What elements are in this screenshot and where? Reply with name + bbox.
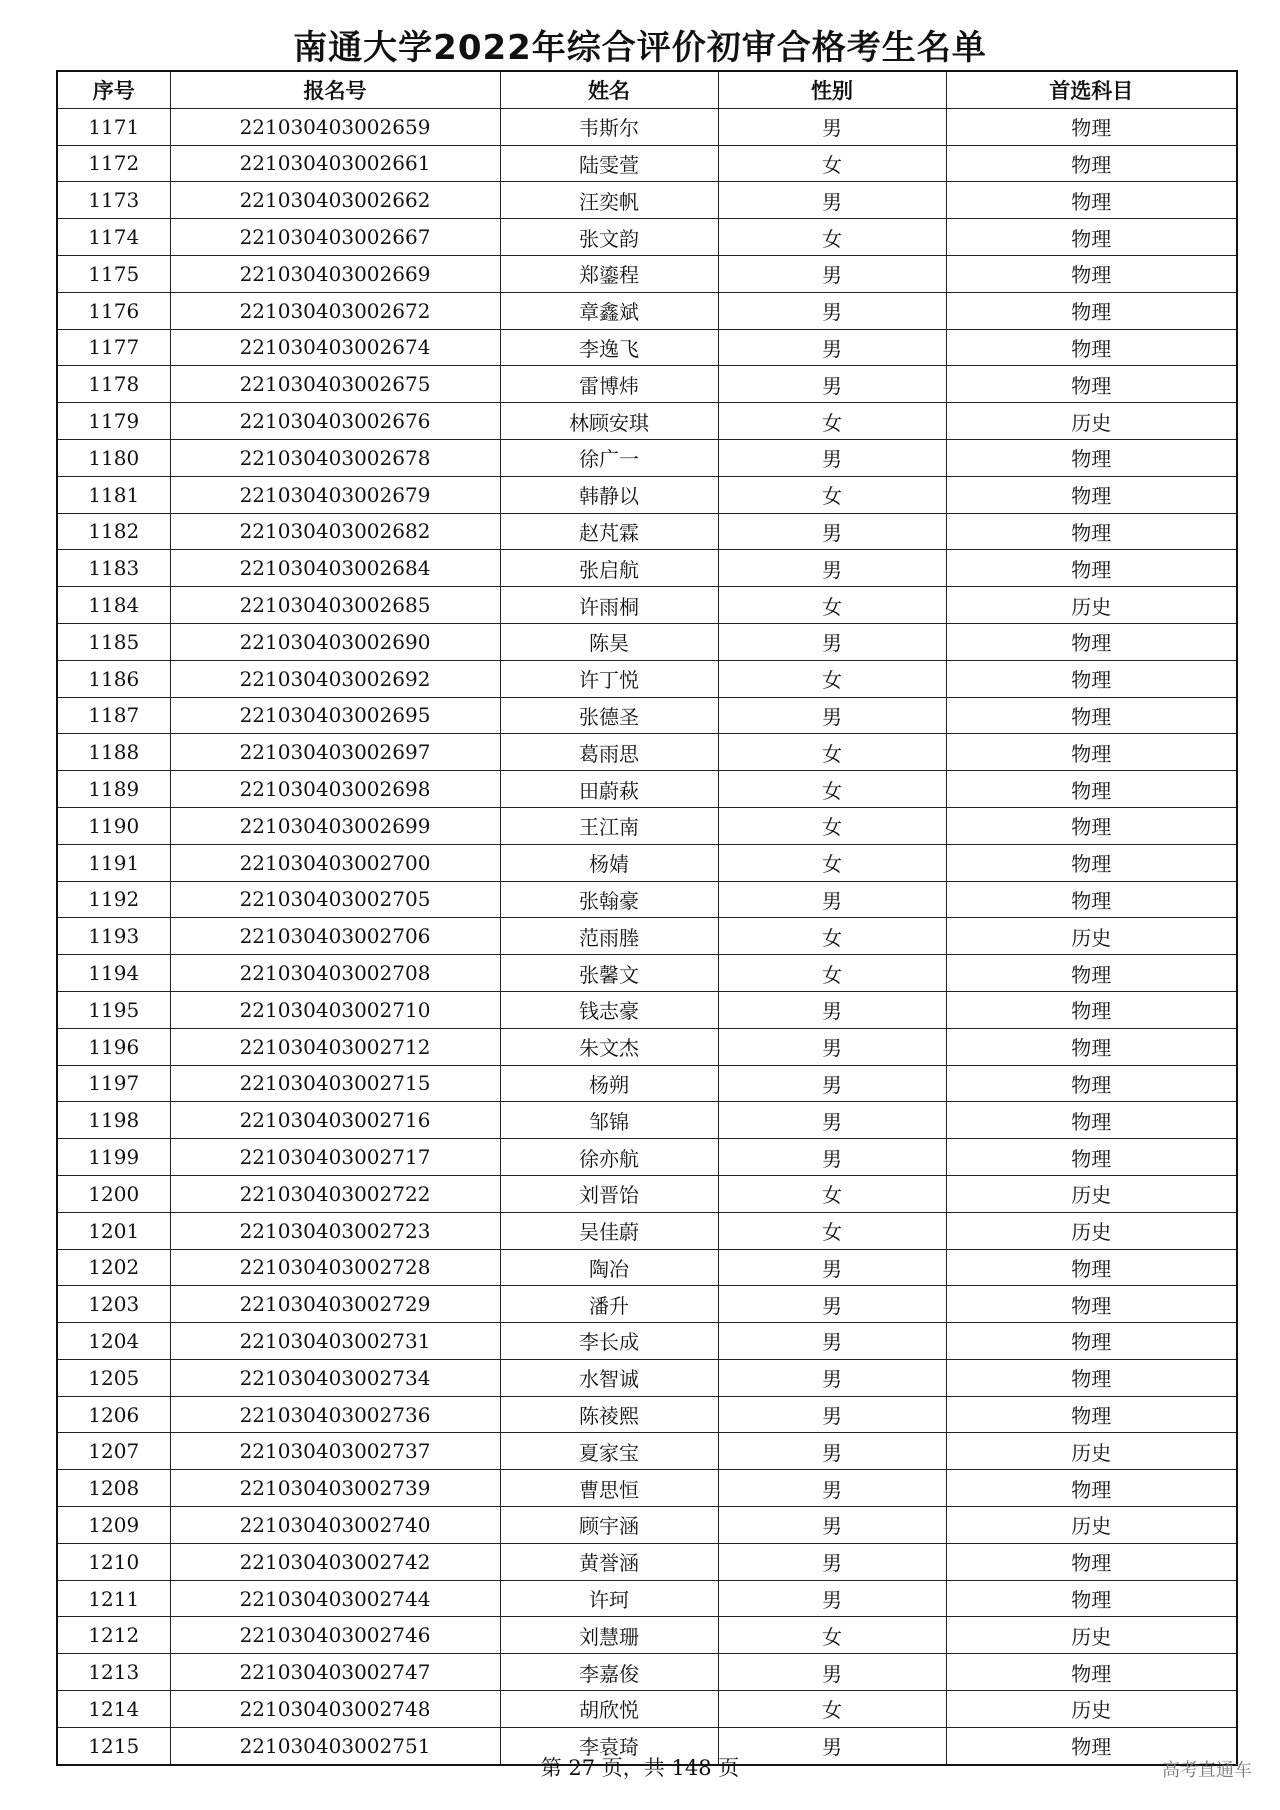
- cell-name: 张启航: [500, 550, 718, 587]
- cell-gender: 男: [718, 991, 946, 1028]
- table-row: [57, 476, 1237, 513]
- table-body: [57, 108, 1237, 1764]
- header-reg-id: 报名号: [170, 71, 500, 108]
- table-row: [57, 219, 1237, 256]
- cell-gender: 女: [718, 844, 946, 881]
- cell-reg-id: 221030403002669: [170, 255, 500, 292]
- cell-name: 葛雨思: [500, 734, 718, 771]
- cell-subject: 物理: [946, 1359, 1237, 1396]
- cell-seq: 1176: [57, 292, 170, 329]
- table-row: [57, 1175, 1237, 1212]
- cell-reg-id: 221030403002710: [170, 991, 500, 1028]
- cell-reg-id: 221030403002715: [170, 1065, 500, 1102]
- cell-subject: 物理: [946, 955, 1237, 992]
- cell-gender: 女: [718, 918, 946, 955]
- cell-reg-id: 221030403002747: [170, 1654, 500, 1691]
- cell-reg-id: 221030403002675: [170, 366, 500, 403]
- cell-subject: 历史: [946, 587, 1237, 624]
- cell-gender: 女: [718, 807, 946, 844]
- table-row: [57, 1654, 1237, 1691]
- cell-subject: 历史: [946, 1507, 1237, 1544]
- cell-subject: 物理: [946, 255, 1237, 292]
- cell-gender: 男: [718, 881, 946, 918]
- cell-seq: 1210: [57, 1543, 170, 1580]
- table-row: [57, 807, 1237, 844]
- cell-reg-id: 221030403002682: [170, 513, 500, 550]
- watermark: 高考直通车: [1162, 1760, 1252, 1781]
- cell-subject: 物理: [946, 1286, 1237, 1323]
- cell-reg-id: 221030403002692: [170, 660, 500, 697]
- cell-reg-id: 221030403002723: [170, 1212, 500, 1249]
- cell-gender: 女: [718, 587, 946, 624]
- cell-reg-id: 221030403002672: [170, 292, 500, 329]
- cell-name: 张文韵: [500, 219, 718, 256]
- cell-subject: 物理: [946, 807, 1237, 844]
- cell-reg-id: 221030403002740: [170, 1507, 500, 1544]
- cell-subject: 物理: [946, 1249, 1237, 1286]
- cell-gender: 女: [718, 145, 946, 182]
- table-row: [57, 881, 1237, 918]
- cell-subject: 物理: [946, 771, 1237, 808]
- cell-name: 李逸飞: [500, 329, 718, 366]
- cell-reg-id: 221030403002700: [170, 844, 500, 881]
- table-row: [57, 1396, 1237, 1433]
- cell-name: 陶冶: [500, 1249, 718, 1286]
- cell-subject: 物理: [946, 1396, 1237, 1433]
- cell-reg-id: 221030403002737: [170, 1433, 500, 1470]
- cell-gender: 男: [718, 1543, 946, 1580]
- cell-reg-id: 221030403002685: [170, 587, 500, 624]
- table-row: [57, 403, 1237, 440]
- cell-seq: 1181: [57, 476, 170, 513]
- cell-reg-id: 221030403002716: [170, 1102, 500, 1139]
- table-row: [57, 623, 1237, 660]
- cell-gender: 男: [718, 623, 946, 660]
- header-name: 姓名: [500, 71, 718, 108]
- cell-seq: 1193: [57, 918, 170, 955]
- cell-subject: 物理: [946, 219, 1237, 256]
- cell-name: 韩静以: [500, 476, 718, 513]
- cell-name: 郑鎏程: [500, 255, 718, 292]
- table-row: [57, 550, 1237, 587]
- cell-seq: 1186: [57, 660, 170, 697]
- cell-gender: 男: [718, 1102, 946, 1139]
- cell-name: 陆雯萱: [500, 145, 718, 182]
- cell-gender: 男: [718, 1359, 946, 1396]
- cell-name: 胡欣悦: [500, 1691, 718, 1728]
- cell-gender: 男: [718, 108, 946, 145]
- cell-name: 李袁琦: [500, 1727, 718, 1764]
- cell-seq: 1172: [57, 145, 170, 182]
- cell-gender: 男: [718, 292, 946, 329]
- cell-name: 田蔚萩: [500, 771, 718, 808]
- table-row: [57, 329, 1237, 366]
- cell-gender: 男: [718, 513, 946, 550]
- cell-name: 杨婧: [500, 844, 718, 881]
- table-row: [57, 1249, 1237, 1286]
- cell-gender: 女: [718, 955, 946, 992]
- cell-reg-id: 221030403002705: [170, 881, 500, 918]
- table-row: [57, 1323, 1237, 1360]
- cell-seq: 1195: [57, 991, 170, 1028]
- table-row: [57, 1691, 1237, 1728]
- header-gender: 性别: [718, 71, 946, 108]
- cell-gender: 男: [718, 1580, 946, 1617]
- cell-gender: 女: [718, 476, 946, 513]
- cell-seq: 1211: [57, 1580, 170, 1617]
- cell-seq: 1177: [57, 329, 170, 366]
- cell-gender: 男: [718, 439, 946, 476]
- cell-subject: 物理: [946, 1323, 1237, 1360]
- table-row: [57, 182, 1237, 219]
- cell-subject: 物理: [946, 1028, 1237, 1065]
- table-row: [57, 1102, 1237, 1139]
- cell-seq: 1184: [57, 587, 170, 624]
- cell-subject: 物理: [946, 1580, 1237, 1617]
- cell-subject: 物理: [946, 513, 1237, 550]
- cell-seq: 1197: [57, 1065, 170, 1102]
- table-row: [57, 1470, 1237, 1507]
- cell-subject: 物理: [946, 1102, 1237, 1139]
- table-row: [57, 513, 1237, 550]
- cell-name: 刘晋饴: [500, 1175, 718, 1212]
- cell-reg-id: 221030403002712: [170, 1028, 500, 1065]
- cell-reg-id: 221030403002706: [170, 918, 500, 955]
- cell-name: 李长成: [500, 1323, 718, 1360]
- cell-subject: 物理: [946, 292, 1237, 329]
- cell-seq: 1212: [57, 1617, 170, 1654]
- cell-name: 王江南: [500, 807, 718, 844]
- cell-seq: 1174: [57, 219, 170, 256]
- table-row: [57, 1580, 1237, 1617]
- table-row: [57, 366, 1237, 403]
- cell-seq: 1190: [57, 807, 170, 844]
- cell-gender: 女: [718, 660, 946, 697]
- cell-subject: 物理: [946, 1065, 1237, 1102]
- table-row: [57, 1065, 1237, 1102]
- cell-name: 夏家宝: [500, 1433, 718, 1470]
- cell-subject: 历史: [946, 1175, 1237, 1212]
- cell-name: 张翰豪: [500, 881, 718, 918]
- table-row: [57, 1543, 1237, 1580]
- cell-reg-id: 221030403002679: [170, 476, 500, 513]
- cell-seq: 1206: [57, 1396, 170, 1433]
- cell-reg-id: 221030403002678: [170, 439, 500, 476]
- cell-gender: 女: [718, 219, 946, 256]
- cell-name: 张馨文: [500, 955, 718, 992]
- cell-reg-id: 221030403002731: [170, 1323, 500, 1360]
- cell-gender: 男: [718, 1654, 946, 1691]
- cell-seq: 1187: [57, 697, 170, 734]
- cell-seq: 1200: [57, 1175, 170, 1212]
- cell-subject: 物理: [946, 1139, 1237, 1176]
- cell-subject: 历史: [946, 1212, 1237, 1249]
- cell-reg-id: 221030403002722: [170, 1175, 500, 1212]
- cell-subject: 物理: [946, 439, 1237, 476]
- cell-name: 曹思恒: [500, 1470, 718, 1507]
- cell-name: 吴佳蔚: [500, 1212, 718, 1249]
- table-row: [57, 255, 1237, 292]
- cell-gender: 男: [718, 1139, 946, 1176]
- cell-reg-id: 221030403002748: [170, 1691, 500, 1728]
- cell-seq: 1178: [57, 366, 170, 403]
- table-row: [57, 844, 1237, 881]
- cell-name: 范雨塍: [500, 918, 718, 955]
- cell-reg-id: 221030403002661: [170, 145, 500, 182]
- table-row: [57, 292, 1237, 329]
- cell-name: 许雨桐: [500, 587, 718, 624]
- cell-name: 韦斯尔: [500, 108, 718, 145]
- table-row: [57, 587, 1237, 624]
- cell-name: 顾宇涵: [500, 1507, 718, 1544]
- cell-subject: 历史: [946, 1617, 1237, 1654]
- cell-reg-id: 221030403002659: [170, 108, 500, 145]
- cell-reg-id: 221030403002698: [170, 771, 500, 808]
- cell-name: 水智诚: [500, 1359, 718, 1396]
- table-row: [57, 439, 1237, 476]
- table-row: [57, 1212, 1237, 1249]
- cell-gender: 女: [718, 1617, 946, 1654]
- cell-reg-id: 221030403002695: [170, 697, 500, 734]
- cell-reg-id: 221030403002684: [170, 550, 500, 587]
- cell-name: 雷博炜: [500, 366, 718, 403]
- cell-seq: 1204: [57, 1323, 170, 1360]
- cell-gender: 男: [718, 1249, 946, 1286]
- cell-name: 刘慧珊: [500, 1617, 718, 1654]
- table-row: [57, 1433, 1237, 1470]
- cell-gender: 女: [718, 1212, 946, 1249]
- cell-seq: 1194: [57, 955, 170, 992]
- table-row: [57, 697, 1237, 734]
- cell-reg-id: 221030403002734: [170, 1359, 500, 1396]
- cell-subject: 历史: [946, 403, 1237, 440]
- cell-reg-id: 221030403002674: [170, 329, 500, 366]
- cell-gender: 男: [718, 1396, 946, 1433]
- table-row: [57, 145, 1237, 182]
- cell-subject: 物理: [946, 550, 1237, 587]
- cell-name: 许丁悦: [500, 660, 718, 697]
- cell-gender: 男: [718, 1065, 946, 1102]
- cell-seq: 1214: [57, 1691, 170, 1728]
- cell-gender: 女: [718, 771, 946, 808]
- cell-seq: 1207: [57, 1433, 170, 1470]
- cell-gender: 男: [718, 1470, 946, 1507]
- cell-subject: 物理: [946, 1470, 1237, 1507]
- cell-seq: 1171: [57, 108, 170, 145]
- cell-reg-id: 221030403002742: [170, 1543, 500, 1580]
- cell-gender: 女: [718, 734, 946, 771]
- table-row: [57, 1139, 1237, 1176]
- cell-reg-id: 221030403002746: [170, 1617, 500, 1654]
- header-subject: 首选科目: [946, 71, 1237, 108]
- cell-seq: 1198: [57, 1102, 170, 1139]
- cell-name: 陈昊: [500, 623, 718, 660]
- cell-seq: 1182: [57, 513, 170, 550]
- cell-name: 李嘉俊: [500, 1654, 718, 1691]
- cell-gender: 男: [718, 1323, 946, 1360]
- cell-name: 陈祾熙: [500, 1396, 718, 1433]
- cell-subject: 物理: [946, 844, 1237, 881]
- table-row: [57, 1507, 1237, 1544]
- cell-gender: 男: [718, 366, 946, 403]
- cell-gender: 男: [718, 255, 946, 292]
- cell-gender: 女: [718, 403, 946, 440]
- cell-subject: 物理: [946, 108, 1237, 145]
- cell-subject: 物理: [946, 145, 1237, 182]
- cell-seq: 1185: [57, 623, 170, 660]
- cell-subject: 历史: [946, 1433, 1237, 1470]
- cell-reg-id: 221030403002662: [170, 182, 500, 219]
- page-number: [0, 1752, 1280, 1782]
- cell-seq: 1205: [57, 1359, 170, 1396]
- cell-gender: 女: [718, 1175, 946, 1212]
- cell-name: 徐广一: [500, 439, 718, 476]
- cell-reg-id: 221030403002751: [170, 1727, 500, 1764]
- cell-subject: 物理: [946, 366, 1237, 403]
- cell-gender: 男: [718, 550, 946, 587]
- cell-reg-id: 221030403002690: [170, 623, 500, 660]
- cell-reg-id: 221030403002676: [170, 403, 500, 440]
- cell-seq: 1189: [57, 771, 170, 808]
- cell-seq: 1209: [57, 1507, 170, 1544]
- cell-name: 徐亦航: [500, 1139, 718, 1176]
- table-row: [57, 991, 1237, 1028]
- cell-seq: 1213: [57, 1654, 170, 1691]
- cell-seq: 1192: [57, 881, 170, 918]
- cell-name: 邹锦: [500, 1102, 718, 1139]
- cell-gender: 男: [718, 697, 946, 734]
- cell-name: 赵芃霖: [500, 513, 718, 550]
- cell-gender: 男: [718, 1433, 946, 1470]
- cell-subject: 物理: [946, 881, 1237, 918]
- cell-reg-id: 221030403002697: [170, 734, 500, 771]
- cell-seq: 1179: [57, 403, 170, 440]
- table-row: [57, 1286, 1237, 1323]
- cell-subject: 物理: [946, 1543, 1237, 1580]
- table-row: [57, 1028, 1237, 1065]
- table-row: [57, 660, 1237, 697]
- table-row: [57, 955, 1237, 992]
- cell-subject: 物理: [946, 734, 1237, 771]
- cell-name: 许珂: [500, 1580, 718, 1617]
- cell-reg-id: 221030403002708: [170, 955, 500, 992]
- cell-name: 黄誉涵: [500, 1543, 718, 1580]
- cell-name: 张德圣: [500, 697, 718, 734]
- cell-seq: 1188: [57, 734, 170, 771]
- cell-subject: 物理: [946, 182, 1237, 219]
- cell-seq: 1202: [57, 1249, 170, 1286]
- cell-reg-id: 221030403002699: [170, 807, 500, 844]
- cell-subject: 物理: [946, 660, 1237, 697]
- cell-subject: 物理: [946, 623, 1237, 660]
- table-row: [57, 771, 1237, 808]
- cell-name: 汪奕帆: [500, 182, 718, 219]
- cell-subject: 物理: [946, 329, 1237, 366]
- cell-seq: 1175: [57, 255, 170, 292]
- table-row: [57, 1617, 1237, 1654]
- cell-subject: 历史: [946, 1691, 1237, 1728]
- table-row: [57, 734, 1237, 771]
- cell-subject: 历史: [946, 918, 1237, 955]
- cell-subject: 物理: [946, 476, 1237, 513]
- cell-reg-id: 221030403002717: [170, 1139, 500, 1176]
- cell-reg-id: 221030403002739: [170, 1470, 500, 1507]
- table-row: [57, 1359, 1237, 1396]
- cell-name: 潘升: [500, 1286, 718, 1323]
- cell-seq: 1201: [57, 1212, 170, 1249]
- cell-seq: 1180: [57, 439, 170, 476]
- cell-name: 林顾安琪: [500, 403, 718, 440]
- cell-seq: 1196: [57, 1028, 170, 1065]
- cell-seq: 1183: [57, 550, 170, 587]
- candidate-table: [56, 70, 1238, 1766]
- cell-seq: 1199: [57, 1139, 170, 1176]
- cell-gender: 男: [718, 1727, 946, 1764]
- cell-gender: 女: [718, 1691, 946, 1728]
- table-row: [57, 918, 1237, 955]
- cell-seq: 1203: [57, 1286, 170, 1323]
- cell-seq: 1191: [57, 844, 170, 881]
- cell-gender: 男: [718, 329, 946, 366]
- cell-seq: 1173: [57, 182, 170, 219]
- cell-gender: 男: [718, 1507, 946, 1544]
- cell-subject: 物理: [946, 1727, 1237, 1764]
- table-header-row: [57, 71, 1237, 108]
- header-seq: 序号: [57, 71, 170, 108]
- cell-seq: 1208: [57, 1470, 170, 1507]
- cell-gender: 男: [718, 1028, 946, 1065]
- cell-name: 钱志豪: [500, 991, 718, 1028]
- cell-reg-id: 221030403002728: [170, 1249, 500, 1286]
- page-number-label: 第 27 页，共 148 页: [540, 1756, 740, 1780]
- cell-subject: 物理: [946, 991, 1237, 1028]
- page-title: 南通大学2022年综合评价初审合格考生名单: [293, 28, 987, 68]
- cell-name: 章鑫斌: [500, 292, 718, 329]
- cell-reg-id: 221030403002744: [170, 1580, 500, 1617]
- cell-subject: 物理: [946, 697, 1237, 734]
- table-row: [57, 108, 1237, 145]
- cell-gender: 男: [718, 182, 946, 219]
- cell-gender: 男: [718, 1286, 946, 1323]
- cell-reg-id: 221030403002667: [170, 219, 500, 256]
- cell-name: 朱文杰: [500, 1028, 718, 1065]
- cell-subject: 物理: [946, 1654, 1237, 1691]
- cell-reg-id: 221030403002736: [170, 1396, 500, 1433]
- cell-seq: 1215: [57, 1727, 170, 1764]
- cell-name: 杨朔: [500, 1065, 718, 1102]
- cell-reg-id: 221030403002729: [170, 1286, 500, 1323]
